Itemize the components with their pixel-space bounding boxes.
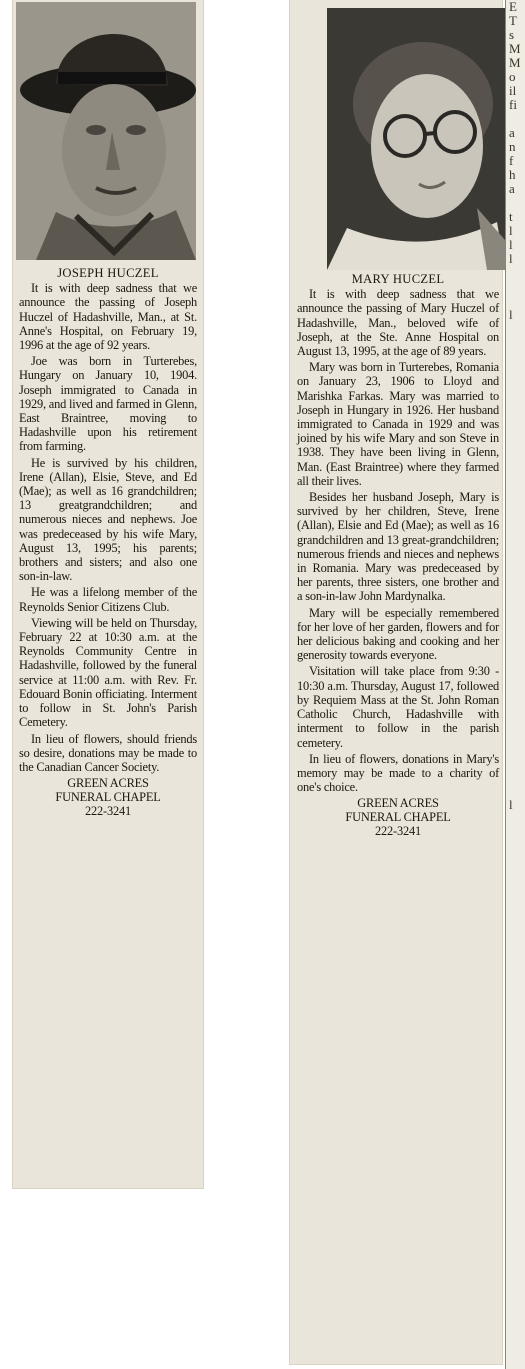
edge-fragment-text [506,462,525,476]
edge-fragment-text [506,784,525,798]
edge-fragment-text [506,112,525,126]
edge-fragment-text [506,1106,525,1120]
edge-fragment-text [506,574,525,588]
edge-fragment-text: h [509,167,516,182]
edge-fragment-text [506,868,525,882]
funeral-home-name: GREEN ACRES [67,776,149,791]
edge-fragment-text: l [509,223,513,238]
edge-fragment-text [506,896,525,910]
obituary-paragraph: Viewing will be held on Thursday, February 22 at 10:30 a.m. at the Reynolds Community Centre in Hadashville, followed by the funeral service at 11:00 a.m. with Rev. Fr. Edouard Bonin officiating. Interment to follow in St. John's Parish Cemetery. [19,615,197,730]
edge-fragment-text [506,560,525,574]
edge-fragment-text: o [509,69,516,84]
edge-fragment-text: l [509,797,513,812]
obituary-paragraph: In lieu of flowers, donations in Mary's memory may be made to a charity of one's choice. [297,751,499,795]
edge-fragment-text [506,686,525,700]
edge-fragment-text: M [509,55,521,70]
edge-fragment-text [506,770,525,784]
edge-fragment-text: s [509,27,515,42]
edge-fragment-text [506,420,525,434]
edge-fragment-text: il [509,83,517,98]
portrait-photo-mary [327,8,505,270]
edge-fragment-text [506,476,525,490]
funeral-home-phone: 222-3241 [85,804,131,819]
edge-fragment-text [506,1008,525,1022]
obituary-paragraph: Mary was born in Turterebes, Romania on January 23, 1906 to Lloyd and Marishka Farkas. Mary was married to Joseph in Hungary in 1926. Her husband immigrated to Canada in 1929 and was joined by his wife Mary and son Steve in 1938. They have been living in Glenn, Man. (East Braintree) where they farmed all their lives. [297,360,499,488]
edge-fragment-text [506,938,525,952]
obituary-paragraph: He was a lifelong member of the Reynolds Senior Citizens Club. [19,585,197,614]
edge-fragment-text [506,1120,525,1134]
edge-fragment-text [506,826,525,840]
obituary-paragraph: Besides her husband Joseph, Mary is survived by her children, Steve, Irene (Allan), Elsie and Ed (Mae); as well as 16 grandchildren and 13 great-grandchildren; numerous friends and nieces and nephews in Romania. Mary was predeceased by her parents, three sisters, one brother and a son-in-law John Mardynalka. [297,490,499,604]
edge-fragment-text [506,518,525,532]
edge-fragment-text: fi [509,97,517,112]
edge-fragment-text [506,1162,525,1176]
edge-fragment-text [506,448,525,462]
edge-fragment-text [506,952,525,966]
edge-fragment-text [506,980,525,994]
edge-fragment-text [506,406,525,420]
edge-fragment-text [506,1148,525,1162]
edge-fragment-text [506,1092,525,1106]
edge-fragment-text [506,924,525,938]
edge-fragment-text [506,714,525,728]
edge-fragment-text [506,266,525,280]
obituary-column-mary [297,272,499,838]
funeral-home-chapel: FUNERAL CHAPEL [345,810,451,825]
edge-fragment-text: T [509,13,517,28]
edge-fragment-text [506,840,525,854]
edge-fragment-text [506,700,525,714]
edge-fragment-text [506,994,525,1008]
edge-fragment-text [506,434,525,448]
edge-fragment-text: a [509,125,515,140]
edge-fragment-text [506,1176,525,1190]
edge-fragment-text [506,854,525,868]
edge-fragment-text [506,350,525,364]
edge-fragment-text [506,742,525,756]
obituary-paragraph: He is survived by his children, Irene (Allan), Elsie, Steve, and Ed (Mae); as well as 16 grandchildren; 13 greatgrandchildren; and numerous nieces and nephews. Joe was predeceased by his wife Mary, August 13, 1995; his parents; brothers and sisters; and also one son-in-law. [19,455,197,584]
edge-fragment-text [506,1190,525,1204]
obituary-name-heading: JOSEPH HUCZEL [57,266,159,280]
obituary-column-joseph [19,266,197,818]
edge-fragment-text [506,1232,525,1246]
edge-fragment-text [506,1022,525,1036]
edge-fragment-text [506,1218,525,1232]
edge-fragment-text: f [509,153,514,168]
edge-fragment-text [506,1036,525,1050]
edge-fragment-text [506,630,525,644]
obituary-paragraph: It is with deep sadness that we announce the passing of Mary Huczel of Hadashville, Man., beloved wife of Joseph, at the Ste. Anne Hospital on August 13, 1995, at the age of 89 years. [297,287,499,359]
funeral-home-phone: 222-3241 [375,824,421,839]
edge-fragment-text [506,392,525,406]
edge-fragment-text: l [509,307,513,322]
edge-fragment-text [506,672,525,686]
edge-fragment-text [506,336,525,350]
obituary-name-heading: MARY HUCZEL [351,272,445,286]
edge-fragment-text: l [509,251,513,266]
edge-fragment-text [506,532,525,546]
edge-fragment-text [506,1246,525,1260]
funeral-home-chapel: FUNERAL CHAPEL [55,790,161,805]
adjacent-column-fragment [505,0,525,1369]
edge-fragment-text [506,504,525,518]
edge-fragment-text: E [509,0,517,14]
edge-fragment-text [506,1204,525,1218]
edge-fragment-text [506,280,525,294]
obituary-paragraph: Mary will be especially remembered for her love of her garden, flowers and for her delicious baking and cooking and her generosity towards everyone. [297,605,499,663]
edge-fragment-text [506,728,525,742]
edge-fragment-text [506,658,525,672]
obituary-paragraph: Joe was born in Turterebes, Hungary on January 10, 1904. Joseph immigrated to Canada in 1929, and lived and farmed in Glenn, East Braintree, moving to Hadashville upon his retirement from farming. [19,354,197,454]
edge-fragment-text [506,588,525,602]
edge-fragment-text [506,910,525,924]
portrait-photo-joseph [16,2,196,260]
edge-fragment-text [506,616,525,630]
edge-fragment-text [506,196,525,210]
edge-fragment-text: l [509,237,513,252]
funeral-home-name: GREEN ACRES [357,796,439,811]
edge-fragment-text [506,756,525,770]
edge-fragment-text: n [509,139,516,154]
edge-fragment-text [506,644,525,658]
obituary-paragraph: In lieu of flowers, should friends so desire, donations may be made to the Canadian Cancer Society. [19,731,197,774]
edge-fragment-text [506,602,525,616]
edge-fragment-text [506,322,525,336]
edge-fragment-text [506,1064,525,1078]
edge-fragment-text [506,490,525,504]
obituary-paragraph: Visitation will take place from 9:30 - 10:30 a.m. Thursday, August 17, followed by Requiem Mass at the St. John Roman Catholic Church, Hadashville with interment to follow in the parish cemetery. [297,664,499,750]
edge-fragment-text [506,1078,525,1092]
edge-fragment-text: M [509,41,521,56]
edge-fragment-text [506,378,525,392]
edge-fragment-text [506,966,525,980]
edge-fragment-text [506,294,525,308]
edge-fragment-text [506,364,525,378]
edge-fragment-text [506,546,525,560]
edge-fragment-text [506,1134,525,1148]
edge-fragment-text [506,1050,525,1064]
edge-fragment-text [506,812,525,826]
obituary-paragraph: It is with deep sadness that we announce the passing of Joseph Huczel of Hadashville, Man., at St. Anne's Hospital, on February 19, 1996 at the age of 92 years. [19,281,197,353]
edge-fragment-text: a [509,181,515,196]
edge-fragment-text [506,882,525,896]
edge-fragment-text: t [509,209,513,224]
